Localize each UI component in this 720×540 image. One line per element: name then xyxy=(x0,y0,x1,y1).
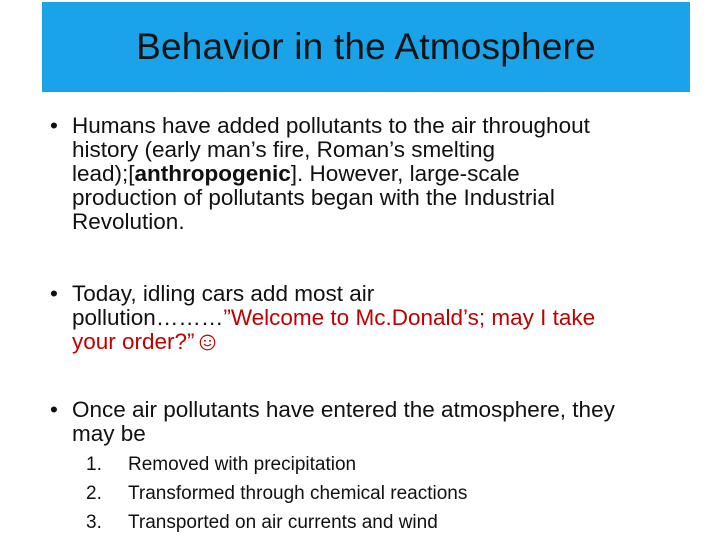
bullet-1-line-3-post: ]. However, large-scale xyxy=(290,161,520,186)
bullet-3-line-1: Once air pollutants have entered the atmosphere, they xyxy=(72,397,615,422)
title-banner xyxy=(42,2,690,92)
mcdonalds-quote-part-1: ”Welcome to Mc.Donald’s; may I take xyxy=(223,305,596,330)
smiley-face-icon xyxy=(199,334,216,351)
bullet-2-line-3 xyxy=(72,330,595,354)
bullet-3-line-2: may be xyxy=(72,421,146,446)
bullet-2-line-1: Today, idling cars add most air xyxy=(72,281,375,306)
slide-title: Behavior in the Atmosphere xyxy=(136,26,596,67)
bullet-1-text xyxy=(72,114,590,234)
bullet-1-line-3 xyxy=(72,162,590,186)
list-item-number: 2. xyxy=(86,483,102,504)
list-item-number: 3. xyxy=(86,512,102,533)
bullet-1-line-1: Humans have added pollutants to the air throughout xyxy=(72,113,590,138)
bullet-1-line-4: production of pollutants began with the Industrial xyxy=(72,185,555,210)
list-item xyxy=(86,450,467,479)
bullet-dot: • xyxy=(50,113,58,138)
list-item xyxy=(86,479,467,508)
list-item-text: Transformed through chemical reactions xyxy=(128,483,468,504)
numbered-list xyxy=(86,450,467,537)
bullet-2-line-2-pre: pollution……… xyxy=(72,305,224,330)
list-item xyxy=(86,508,467,537)
bullet-3-text xyxy=(72,398,615,446)
list-item-text: Transported on air currents and wind xyxy=(128,512,438,533)
bullet-dot: • xyxy=(50,281,58,306)
bullet-1-line-2: history (early man’s fire, Roman’s smelting xyxy=(72,137,496,162)
bullet-2-line-2 xyxy=(72,306,595,330)
bullet-2-text xyxy=(72,282,595,354)
list-item-text: Removed with precipitation xyxy=(128,454,357,475)
list-item-number: 1. xyxy=(86,454,102,475)
bullet-dot: • xyxy=(50,397,58,422)
bullet-1-line-3-pre: lead);[ xyxy=(72,161,135,186)
bullet-1-line-5: Revolution. xyxy=(72,209,185,234)
anthropogenic-term: anthropogenic xyxy=(134,161,291,186)
mcdonalds-quote-part-2: your order?” xyxy=(72,329,195,354)
